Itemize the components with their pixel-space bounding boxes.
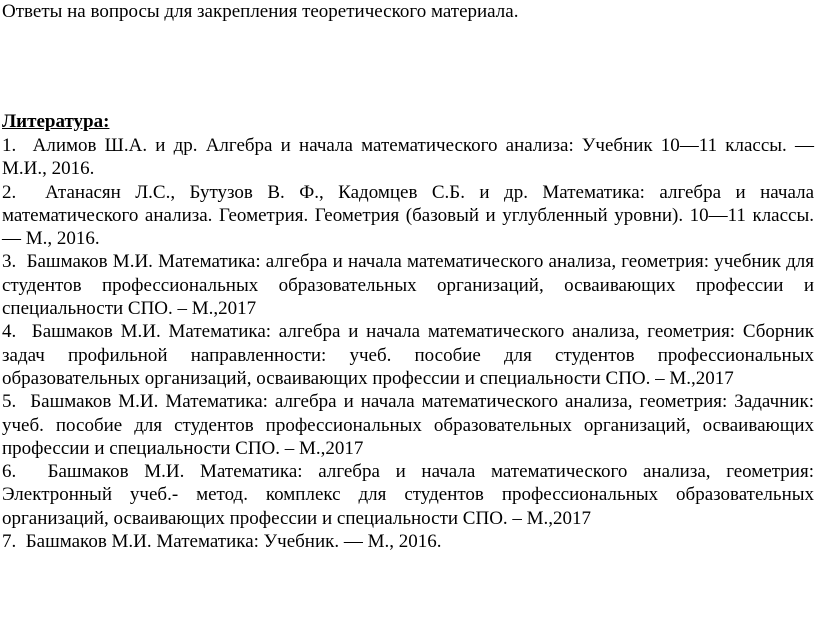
reference-number: 5. <box>2 391 17 413</box>
reference-number: 6. <box>2 461 17 483</box>
intro-line: Ответы на вопросы для закрепления теоретического материала. <box>2 1 519 22</box>
reference-text: Алимов Ш.А. и др. Алгебра и начала математического анализа: Учебник 10—11 классы. — М.И., 2016. <box>2 135 814 180</box>
reference-text: Башмаков М.И. Математика: алгебра и начала математического анализа, геометрия: Сборник задач профильной направленности: учеб. пособие для студентов профессиональных образовательных организаций, осваивающих профессии и специальности СПО. – М.,2017 <box>2 321 815 389</box>
reference-text: Башмаков М.И. Математика: алгебра и начала математического анализа, геометрия: Электронный учеб.- метод. комплекс для студентов профессиональных образовательных организаций, осваивающих профессии и специальности СПО. – М.,2017 <box>2 461 814 529</box>
reference-number: 7. <box>2 531 17 553</box>
reference-list <box>2 134 814 553</box>
reference-number: 3. <box>2 251 17 273</box>
reference-number: 2. <box>2 181 17 203</box>
reference-item <box>2 134 814 181</box>
reference-item <box>2 181 814 251</box>
reference-text: Башмаков М.И. Математика: Учебник. — М., 2016. <box>25 531 442 553</box>
reference-item <box>2 320 814 390</box>
reference-item <box>2 390 814 460</box>
literature-title: Литература: <box>2 111 110 132</box>
reference-item <box>2 530 814 553</box>
reference-item <box>2 250 814 320</box>
reference-item <box>2 460 814 530</box>
reference-number: 4. <box>2 321 17 343</box>
reference-text: Башмаков М.И. Математика: алгебра и начала математического анализа, геометрия: Задачник: учеб. пособие для студентов профессиональных образовательных организаций, осваивающих профессии и специальности СПО. – М.,2017 <box>2 391 815 459</box>
reference-text: Башмаков М.И. Математика: алгебра и начала математического анализа, геометрия: учебник для студентов профессиональных образовательных организаций, осваивающих профессии и специальности СПО. – М.,2017 <box>2 251 814 320</box>
reference-text: Атанасян Л.С., Бутузов В. Ф., Кадомцев С.Б. и др. Математика: алгебра и начала математического анализа. Геометрия. Геометрия (базовый и углубленный уровни). 10—11 классы. — М., 2016. <box>2 181 815 250</box>
reference-number: 1. <box>2 135 17 156</box>
